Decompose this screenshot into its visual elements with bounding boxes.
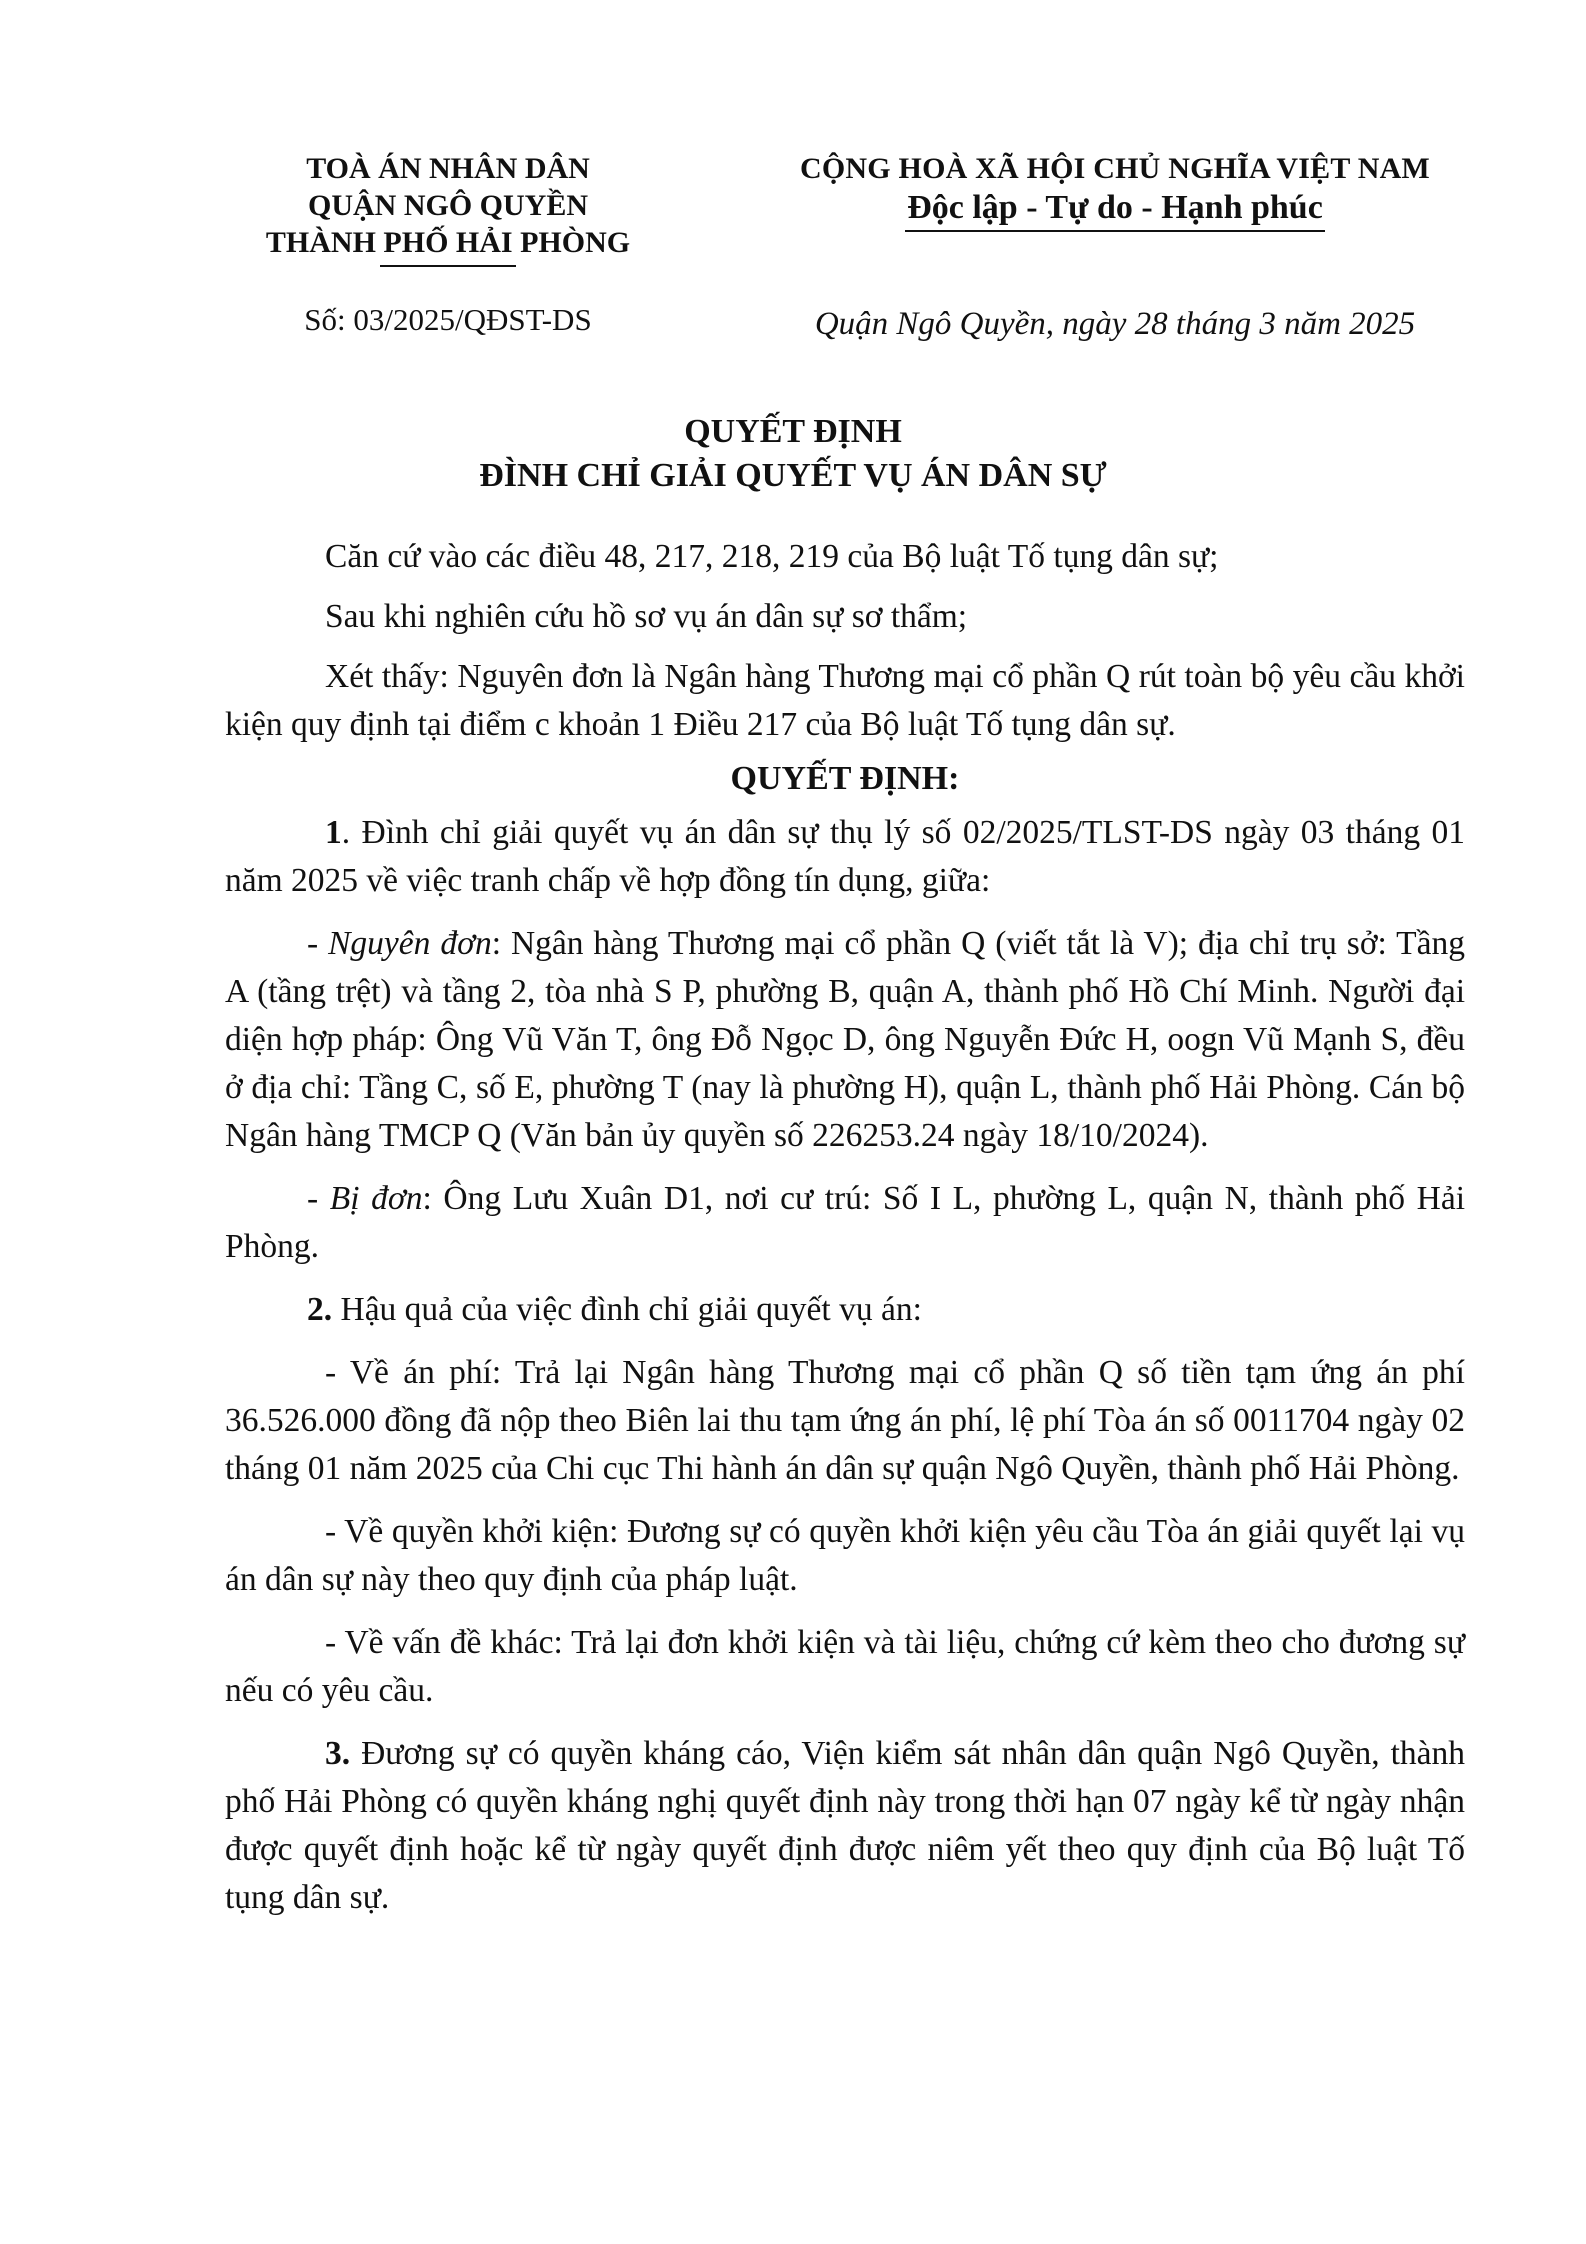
item2-fee: - Về án phí: Trả lại Ngân hàng Thương mại cổ phần Q số tiền tạm ứng án phí 36.526.000 đồng đã nộp theo Biên lai thu tạm ứng án phí, lệ phí Tòa án số 0011704 ngày 02 tháng 01 năm 2025 của Chi cục Thi hành án dân sự quận Ngô Quyền, thành phố Hải Phòng. bbox=[225, 1354, 1465, 1487]
document-body bbox=[225, 533, 1465, 1922]
national-header bbox=[700, 150, 1530, 232]
preamble-finding: Xét thấy: Nguyên đơn là Ngân hàng Thương mại cổ phần Q rút toàn bộ yêu cầu khởi kiện quy định tại điểm c khoản 1 Điều 217 của Bộ luật Tố tụng dân sự. bbox=[225, 658, 1465, 743]
title-line1: QUYẾT ĐỊNH bbox=[684, 413, 902, 450]
plaintiff-text: : Ngân hàng Thương mại cổ phần Q (viết tắt là V); địa chỉ trụ sở: Tầng A (tầng trệt) và tầng 2, tòa nhà S P, phường B, quận A, thành phố Hồ Chí Minh. Người đại diện hợp pháp: Ông Vũ Văn T, ông Đỗ Ngọc D, ông Nguyễn Đức H, oogn Vũ Mạnh S, đều ở địa chỉ: Tầng C, số E, phường T (nay là phường H), quận L, thành phố Hải Phòng. Cán bộ Ngân hàng TMCP Q (Văn bản ủy quyền số 226253.24 ngày 18/10/2024). bbox=[225, 925, 1465, 1154]
national-motto: Độc lập - Tự do - Hạnh phúc bbox=[905, 187, 1325, 232]
document-title bbox=[0, 410, 1586, 498]
item2-right-to-sue: - Về quyền khởi kiện: Đương sự có quyền khởi kiện yêu cầu Tòa án giải quyết lại vụ án dân sự này theo quy định của pháp luật. bbox=[225, 1513, 1465, 1598]
item1-text: . Đình chỉ giải quyết vụ án dân sự thụ lý số 02/2025/TLST-DS ngày 03 tháng 01 năm 2025 về việc tranh chấp về hợp đồng tín dụng, giữa: bbox=[225, 814, 1465, 899]
defendant-label: Bị đơn bbox=[329, 1180, 423, 1217]
place-date: Quận Ngô Quyền, ngày 28 tháng 3 năm 2025 bbox=[814, 306, 1416, 342]
plaintiff-paragraph bbox=[225, 920, 1465, 1160]
plaintiff-dash: - bbox=[307, 925, 329, 962]
defendant-text: : Ông Lưu Xuân D1, nơi cư trú: Số I L, phường L, quận N, thành phố Hải Phòng. bbox=[225, 1180, 1466, 1265]
item2-other-matters: - Về vấn đề khác: Trả lại đơn khởi kiện và tài liệu, chứng cứ kèm theo cho đương sự nếu có yêu cầu. bbox=[225, 1624, 1465, 1709]
item1-paragraph bbox=[225, 809, 1465, 905]
court-header-underline bbox=[380, 265, 516, 267]
defendant-paragraph bbox=[225, 1175, 1465, 1271]
court-name-line1: TOÀ ÁN NHÂN DÂN bbox=[306, 152, 590, 185]
country-name: CỘNG HOÀ XÃ HỘI CHỦ NGHĨA VIỆT NAM bbox=[800, 152, 1430, 185]
court-name-line3: THÀNH PHỐ HẢI PHÒNG bbox=[265, 226, 631, 259]
item2-paragraph bbox=[225, 1286, 1465, 1334]
item2-text: Hậu quả của việc đình chỉ giải quyết vụ án: bbox=[332, 1291, 922, 1328]
preamble-legal-basis: Căn cứ vào các điều 48, 217, 218, 219 của Bộ luật Tố tụng dân sự; bbox=[325, 538, 1219, 575]
title-line2: ĐÌNH CHỈ GIẢI QUYẾT VỤ ÁN DÂN SỰ bbox=[479, 457, 1107, 494]
item3-paragraph bbox=[225, 1730, 1465, 1922]
item1-number: 1 bbox=[325, 814, 342, 851]
decision-number: Số: 03/2025/QĐST-DS bbox=[304, 302, 592, 337]
plaintiff-label: Nguyên đơn bbox=[328, 925, 492, 962]
item3-text: Đương sự có quyền kháng cáo, Viện kiểm sát nhân dân quận Ngô Quyền, thành phố Hải Phòng có quyền kháng nghị quyết định này trong thời hạn 07 ngày kể từ ngày nhận được quyết định hoặc kể từ ngày quyết định được niêm yết theo quy định của Bộ luật Tố tụng dân sự. bbox=[225, 1735, 1465, 1916]
decision-heading: QUYẾT ĐỊNH: bbox=[730, 760, 960, 797]
item2-number: 2. bbox=[307, 1291, 333, 1328]
court-header bbox=[228, 150, 668, 267]
court-name-line2: QUẬN NGÔ QUYỀN bbox=[307, 189, 588, 222]
preamble-review: Sau khi nghiên cứu hồ sơ vụ án dân sự sơ thẩm; bbox=[325, 598, 968, 635]
item3-number: 3. bbox=[325, 1735, 351, 1772]
defendant-dash: - bbox=[307, 1180, 330, 1217]
